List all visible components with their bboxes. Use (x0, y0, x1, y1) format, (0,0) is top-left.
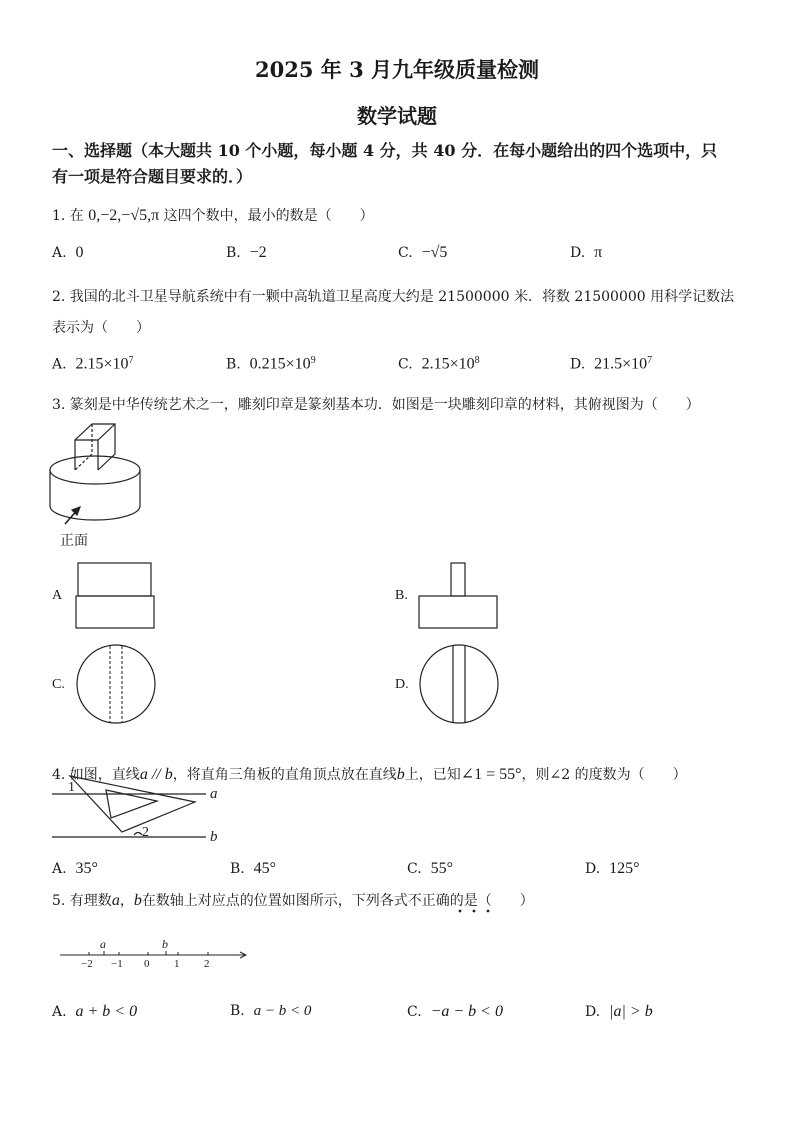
section-heading-line2: 有一项是符合题目要求的．） (52, 167, 253, 186)
option-label: A. (52, 356, 67, 373)
exam-title: 2025 年 3 月九年级质量检测 (255, 57, 539, 82)
option-text: 2.15×10 (75, 355, 129, 373)
point-a-label: a (100, 937, 106, 951)
option-label: D. (585, 1004, 601, 1020)
q5-option-b[interactable] (230, 1003, 311, 1020)
q3-option-b-figure[interactable] (418, 562, 500, 630)
option-text: 55° (430, 860, 453, 877)
q3-option-b-label[interactable]: B. (395, 588, 408, 603)
tick-label: −1 (111, 958, 123, 970)
q1-option-a[interactable] (52, 244, 83, 262)
q4-ab: a // b (139, 766, 173, 783)
option-label: C. (407, 861, 422, 877)
cylinder-bottom (50, 506, 140, 520)
option-label: A. (52, 861, 67, 877)
option-text: −2 (249, 244, 267, 261)
q5-option-d[interactable] (585, 1003, 653, 1021)
q4-text: 上，已知 (404, 767, 461, 783)
q5-option-c[interactable] (407, 1003, 503, 1021)
option-label: B. (226, 356, 241, 373)
q1-stem (52, 205, 374, 225)
option-label: D. (570, 356, 586, 373)
q5-stem (52, 890, 534, 910)
q4-figure-labels (50, 772, 230, 844)
q5-text: 在数轴上对应点的位置如图所示，下列各式不正确的是（ ） (141, 893, 534, 909)
option-label: A. (52, 245, 67, 261)
q3-option-c-label[interactable]: C. (52, 677, 65, 692)
option-exponent: 8 (474, 355, 480, 366)
q5-text: 5. 有理数 (52, 893, 112, 909)
q3-option-d-figure[interactable] (418, 643, 502, 727)
q1-numbers: 0,−2,−√5,π (88, 207, 160, 224)
option-text: 21.5×10 (594, 355, 648, 373)
option-text: −√5 (421, 244, 448, 261)
section-heading-line1: 一、选择题（本大题共 10 个小题，每小题 4 分，共 40 分．在每小题给出的四个选项中，只 (52, 141, 718, 160)
option-label: D. (570, 245, 586, 261)
rect-top (451, 563, 465, 596)
q5-emphasis-dots (456, 908, 496, 914)
label-2: 2 (142, 825, 149, 840)
option-text: a + b < 0 (75, 1003, 138, 1020)
q5-a: a (111, 892, 120, 909)
label-1: 1 (68, 780, 75, 795)
emphasis-dot (487, 910, 490, 913)
option-text: 35° (75, 860, 98, 877)
rect-bottom (419, 596, 497, 628)
q2-option-a[interactable] (52, 355, 134, 374)
option-label: B. (230, 861, 245, 877)
circle-outline (420, 645, 498, 723)
q2-stem-line1: 2. 我国的北斗卫星导航系统中有一颗中高轨道卫星高度大约是 21500000 米．将数 21500000 用科学记数法 (52, 289, 735, 305)
q1-option-d[interactable] (570, 244, 602, 262)
q3-option-a-label[interactable]: A (52, 588, 63, 603)
q4-option-d[interactable] (585, 860, 640, 878)
q4-text: 4. 如图，直线 (52, 767, 140, 783)
q4-option-b[interactable] (230, 860, 276, 878)
option-exponent: 7 (128, 355, 134, 366)
q2-stem-line2: 表示为（ ） (52, 320, 150, 336)
option-label: C. (398, 356, 413, 373)
q1-rest: 这四个数中，最小的数是（ ） (163, 208, 374, 224)
q4-text: ，则∠2 的度数为（ ） (521, 767, 687, 783)
option-text: 0 (75, 244, 84, 261)
q5-b: b (133, 892, 142, 909)
option-text: −a − b < 0 (430, 1003, 503, 1020)
q1-option-c[interactable] (398, 244, 447, 262)
q5-option-a[interactable] (52, 1003, 137, 1021)
option-label: C. (407, 1004, 422, 1020)
q4-angle1: ∠1 = 55° (460, 766, 522, 783)
option-exponent: 7 (647, 355, 653, 366)
tick-label: 0 (144, 958, 150, 970)
q3-stem: 3. 篆刻是中华传统艺术之一，雕刻印章是篆刻基本功．如图是一块雕刻印章的材料，其俯视图为（ ） (52, 397, 700, 413)
q4-option-a[interactable] (52, 860, 98, 878)
label-line-a: a (210, 786, 218, 802)
tick-label: 2 (204, 958, 210, 970)
option-label: D. (585, 861, 601, 877)
emphasis-dot (473, 910, 476, 913)
q5-text: ， (119, 893, 134, 909)
rect-bottom (76, 596, 154, 628)
option-exponent: 9 (310, 355, 316, 366)
point-b-label: b (162, 937, 168, 951)
q3-option-a-figure[interactable] (75, 562, 157, 630)
option-text: |a| > b (609, 1003, 653, 1020)
q2-option-c[interactable] (398, 355, 480, 374)
option-label: B. (226, 245, 241, 261)
q3-front-label: 正面 (60, 533, 88, 549)
q1-option-b[interactable] (226, 244, 267, 262)
q1-number: 1. 在 (52, 208, 84, 224)
option-text: 125° (609, 860, 640, 877)
q2-option-b[interactable] (226, 355, 316, 374)
rect-top (78, 563, 151, 596)
option-text: 2.15×10 (421, 355, 475, 373)
option-label: C. (398, 245, 413, 261)
circle-outline (77, 645, 155, 723)
q3-seal-figure (45, 420, 155, 530)
q4-text: ，将直角三角板的直角顶点放在直线 (172, 767, 397, 783)
prism-outline (75, 424, 115, 470)
q5-number-line (58, 936, 253, 972)
q4-b: b (396, 766, 405, 783)
prism-top-edge (75, 424, 115, 440)
option-label: A. (52, 1004, 67, 1020)
option-text: 45° (253, 860, 277, 877)
emphasis-dot (459, 910, 462, 913)
tick-label: 1 (174, 958, 180, 970)
q2-option-d[interactable] (570, 355, 652, 374)
option-text: 0.215×10 (249, 355, 311, 373)
q3-option-d-label[interactable]: D. (395, 677, 409, 692)
exam-subtitle: 数学试题 (357, 104, 437, 128)
q4-option-c[interactable] (407, 860, 453, 878)
label-line-b: b (210, 829, 218, 845)
tick-label: −2 (81, 958, 93, 970)
option-text: π (594, 244, 603, 261)
option-label: B. (230, 1003, 245, 1019)
cylinder-top (50, 456, 140, 484)
option-text: a − b < 0 (253, 1003, 312, 1019)
q3-option-c-figure[interactable] (75, 643, 159, 727)
